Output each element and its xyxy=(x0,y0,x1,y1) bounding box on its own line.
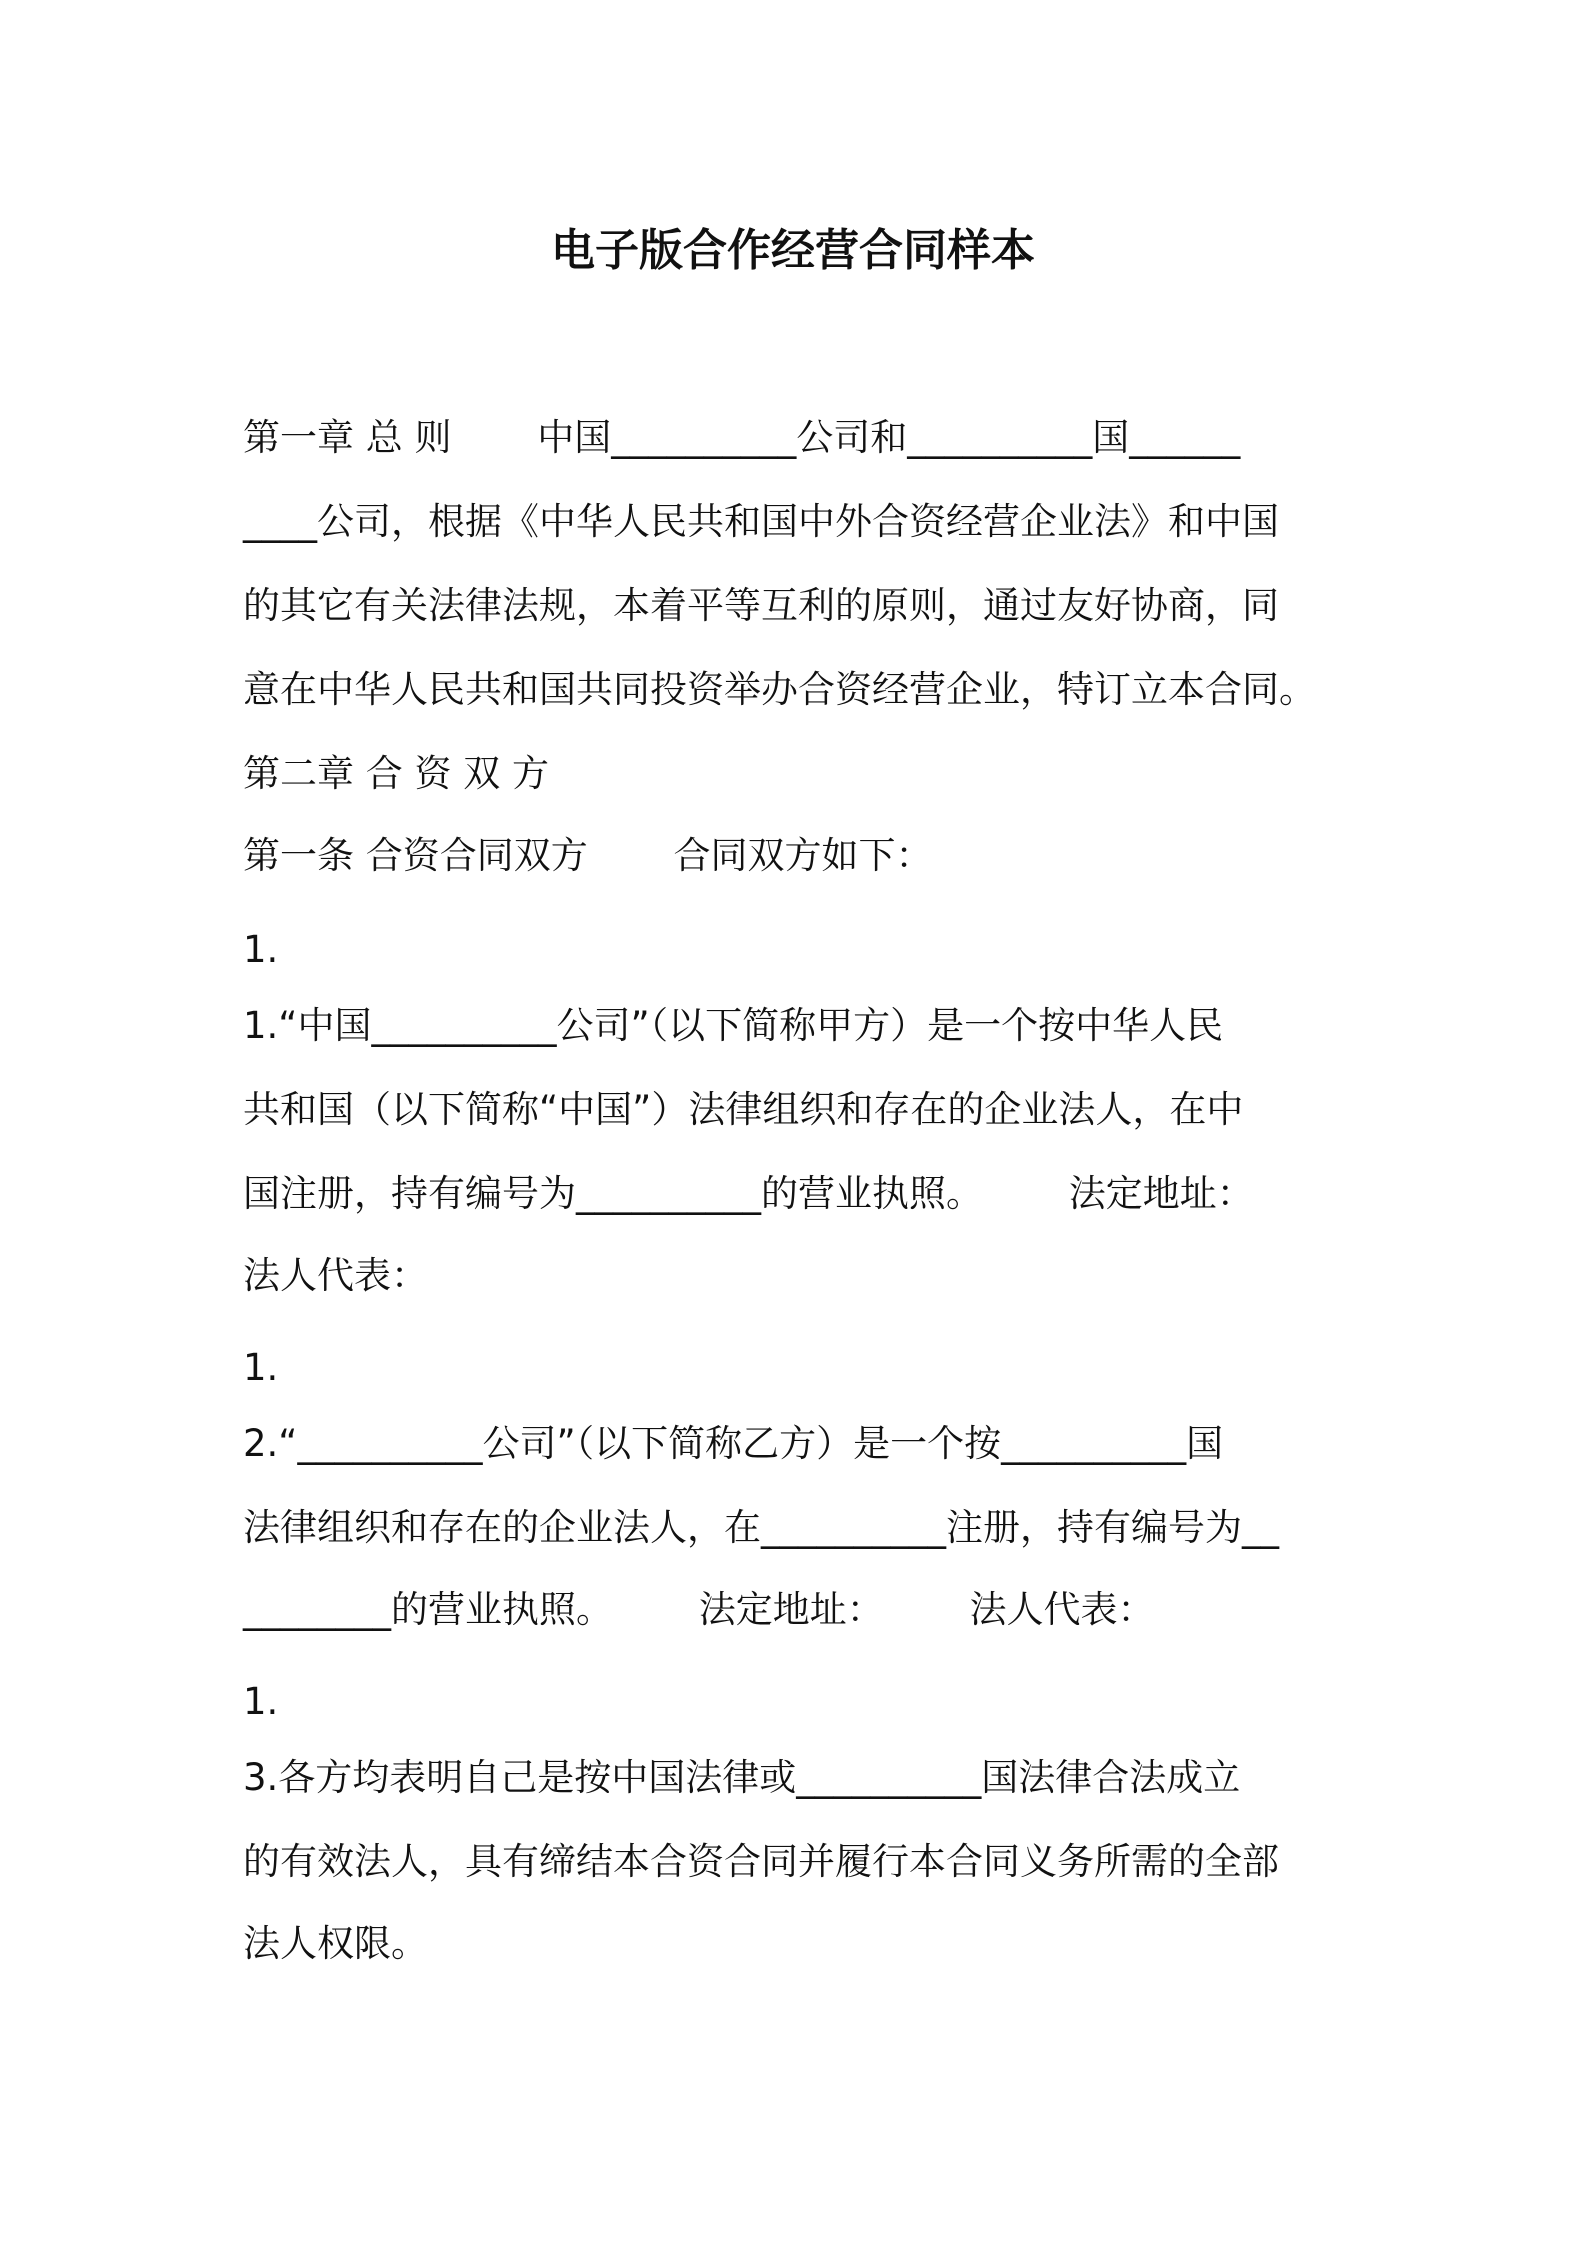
party-a-line: 国注册，持有编号为__________的营业执照。 法定地址： xyxy=(243,1172,1254,1215)
statement-line: 3.各方均表明自己是按中国法律或__________国法律合法成立 xyxy=(243,1756,1241,1799)
legal-representative-line: 法人代表： xyxy=(243,1254,428,1297)
party-b-line: 2.“__________公司”（以下简称乙方）是一个按__________国 xyxy=(243,1422,1224,1465)
chapter-1-heading-line: 第一章 总 则 中国__________公司和__________国______ xyxy=(243,416,1241,459)
document-title: 电子版合作经营合同样本 xyxy=(551,225,1035,276)
party-a-line: 共和国（以下简称“中国”）法律组织和存在的企业法人，在中 xyxy=(243,1088,1244,1131)
statement-line: 的有效法人，具有缔结本合资合同并履行本合同义务所需的全部 xyxy=(243,1840,1279,1883)
chapter-2-heading: 第二章 合 资 双 方 xyxy=(243,752,550,795)
list-number: 1. xyxy=(243,1346,279,1389)
list-number: 1. xyxy=(243,1680,279,1723)
party-b-line: ________的营业执照。 法定地址： 法人代表： xyxy=(243,1588,1155,1631)
statement-line: 法人权限。 xyxy=(243,1922,428,1965)
list-number: 1. xyxy=(243,928,279,971)
body-line: 的其它有关法律法规，本着平等互利的原则，通过友好协商，同 xyxy=(243,584,1279,627)
article-1-heading-line: 第一条 合资合同双方 合同双方如下： xyxy=(243,834,933,877)
party-b-line: 法律组织和存在的企业法人，在__________注册，持有编号为__ xyxy=(243,1506,1279,1549)
party-a-line: 1.“中国__________公司”（以下简称甲方）是一个按中华人民 xyxy=(243,1004,1224,1047)
body-line: 意在中华人民共和国共同投资举办合资经营企业，特订立本合同。 xyxy=(243,668,1316,711)
body-line: ____公司，根据《中华人民共和国中外合资经营企业法》和中国 xyxy=(243,500,1279,543)
